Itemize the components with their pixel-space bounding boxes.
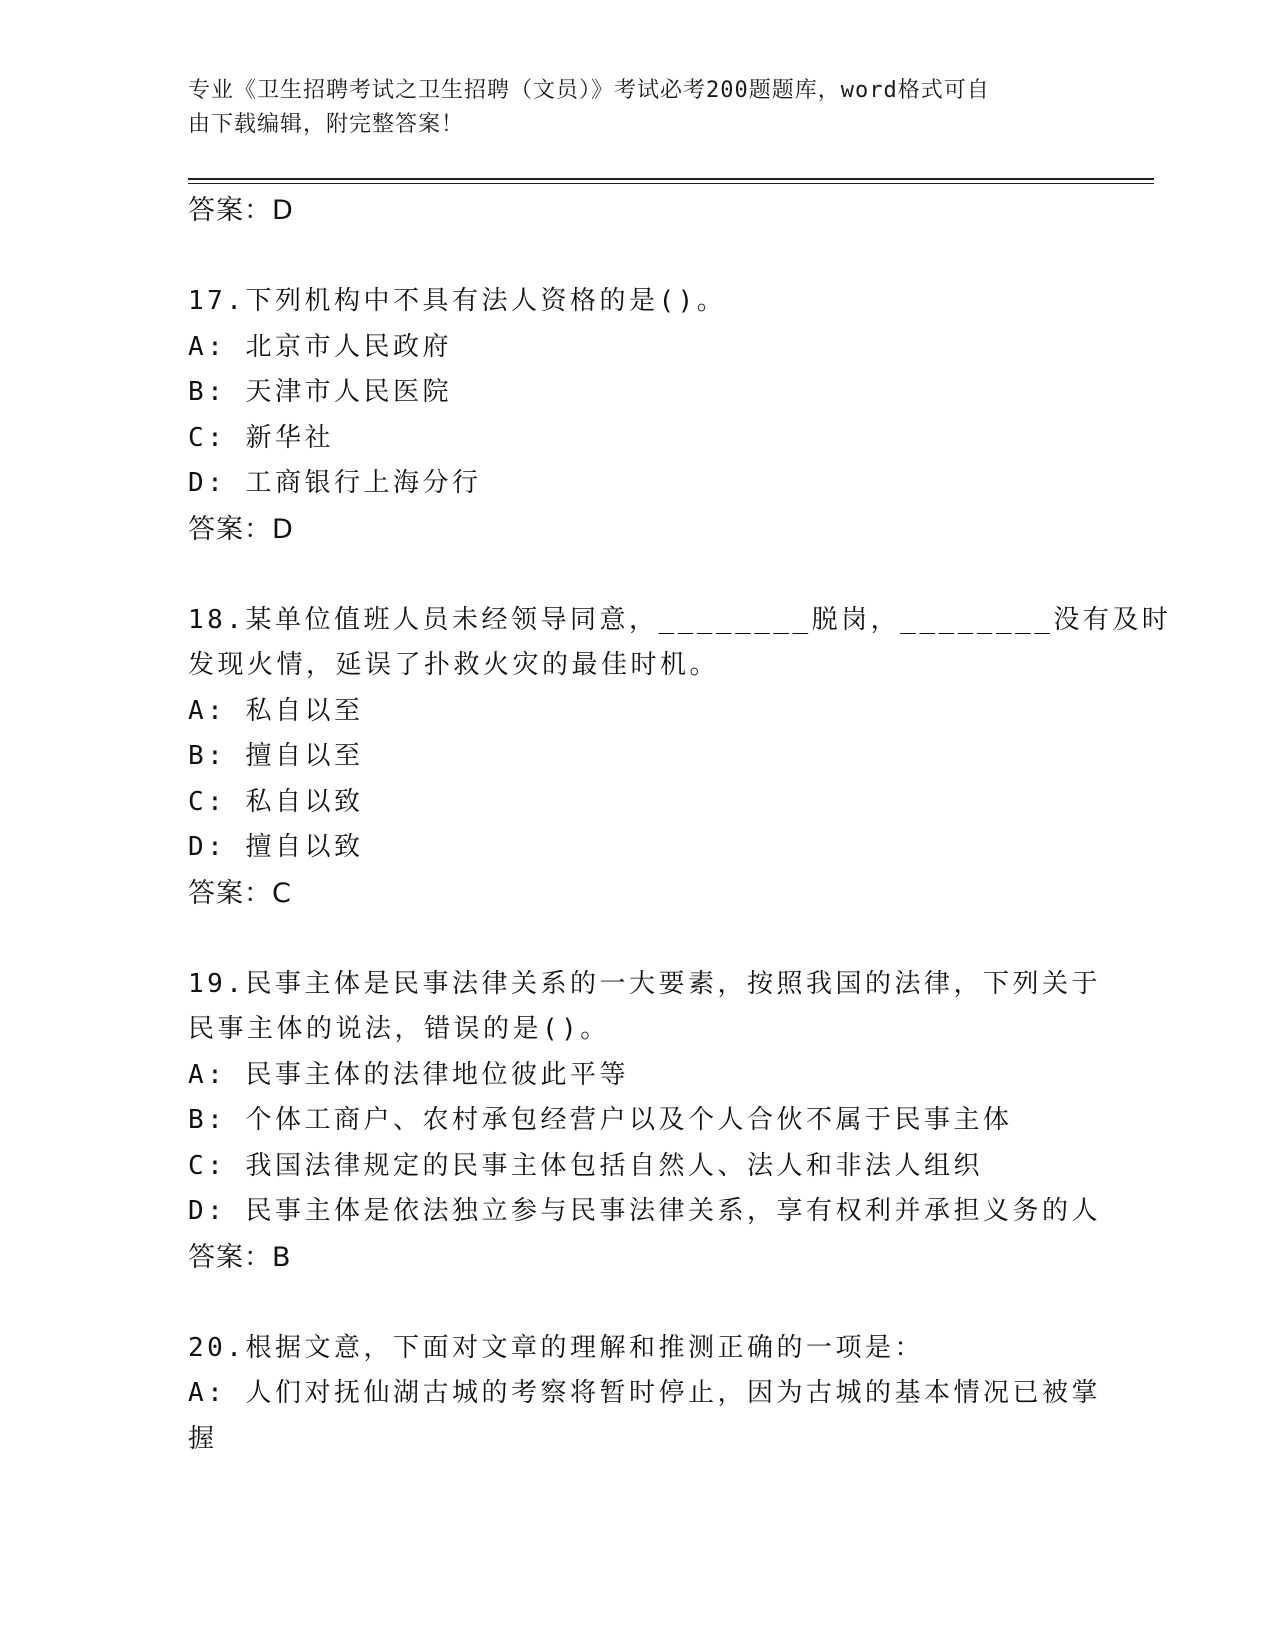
option-b: B: 个体工商户、农村承包经营户以及个人合伙不属于民事主体 — [188, 1105, 1013, 1135]
spacer — [188, 234, 1088, 280]
option-d: D: 擅自以致 — [188, 832, 364, 862]
option-c: C: 我国法律规定的民事主体包括自然人、法人和非法人组织 — [188, 1150, 983, 1181]
header-divider-thin — [188, 183, 1154, 184]
question-stem: 19.民事主体是民事法律关系的一大要素，按照我国的法律，下列关于 — [188, 968, 1101, 999]
header-divider — [188, 178, 1154, 180]
option-d: D: 工商银行上海分行 — [188, 468, 482, 498]
previous-answer: 答案：D — [188, 195, 294, 226]
option-c: C: 新华社 — [188, 422, 334, 453]
question-18 — [188, 598, 1172, 917]
document-header — [188, 74, 1068, 142]
question-list — [188, 188, 1172, 1462]
option-a: A: 北京市人民政府 — [188, 331, 452, 362]
question-stem: 18.某单位值班人员未经领导同意，________脱岗，________没有及时 — [188, 604, 1172, 635]
option-d: D: 民事主体是依法独立参与民事法律关系，享有权利并承担义务的人 — [188, 1196, 1101, 1226]
option-a: A: 民事主体的法律地位彼此平等 — [188, 1059, 629, 1090]
option-a: A: 私自以至 — [188, 695, 364, 726]
question-20 — [188, 1326, 1101, 1463]
option-b: B: 天津市人民医院 — [188, 377, 452, 407]
question-stem-continued: 民事主体的说法，错误的是()。 — [188, 1014, 610, 1044]
answer: 答案：D — [188, 513, 294, 545]
answer: 答案：C — [188, 877, 292, 909]
option-a-continued: 握 — [188, 1423, 218, 1454]
question-19 — [188, 962, 1101, 1281]
spacer — [188, 916, 1088, 962]
option-b: B: 擅自以至 — [188, 741, 364, 771]
option-c: C: 私自以致 — [188, 786, 364, 817]
answer: 答案：B — [188, 1241, 292, 1273]
question-17 — [188, 279, 1088, 552]
spacer — [188, 552, 1088, 598]
question-stem: 17.下列机构中不具有法人资格的是()。 — [188, 286, 727, 316]
question-stem: 20.根据文意，下面对文章的理解和推测正确的一项是： — [188, 1332, 924, 1363]
header-line-2: 由下载编辑，附完整答案！ — [188, 112, 465, 137]
header-line-1: 专业《卫生招聘考试之卫生招聘（文员）》考试必考200题题库，word格式可自 — [188, 78, 990, 103]
spacer — [188, 1280, 1088, 1326]
option-a: A: 人们对抚仙湖古城的考察将暂时停止，因为古城的基本情况已被掌 — [188, 1378, 1101, 1408]
question-stem-continued: 发现火情，延误了扑救火灾的最佳时机。 — [188, 650, 720, 680]
